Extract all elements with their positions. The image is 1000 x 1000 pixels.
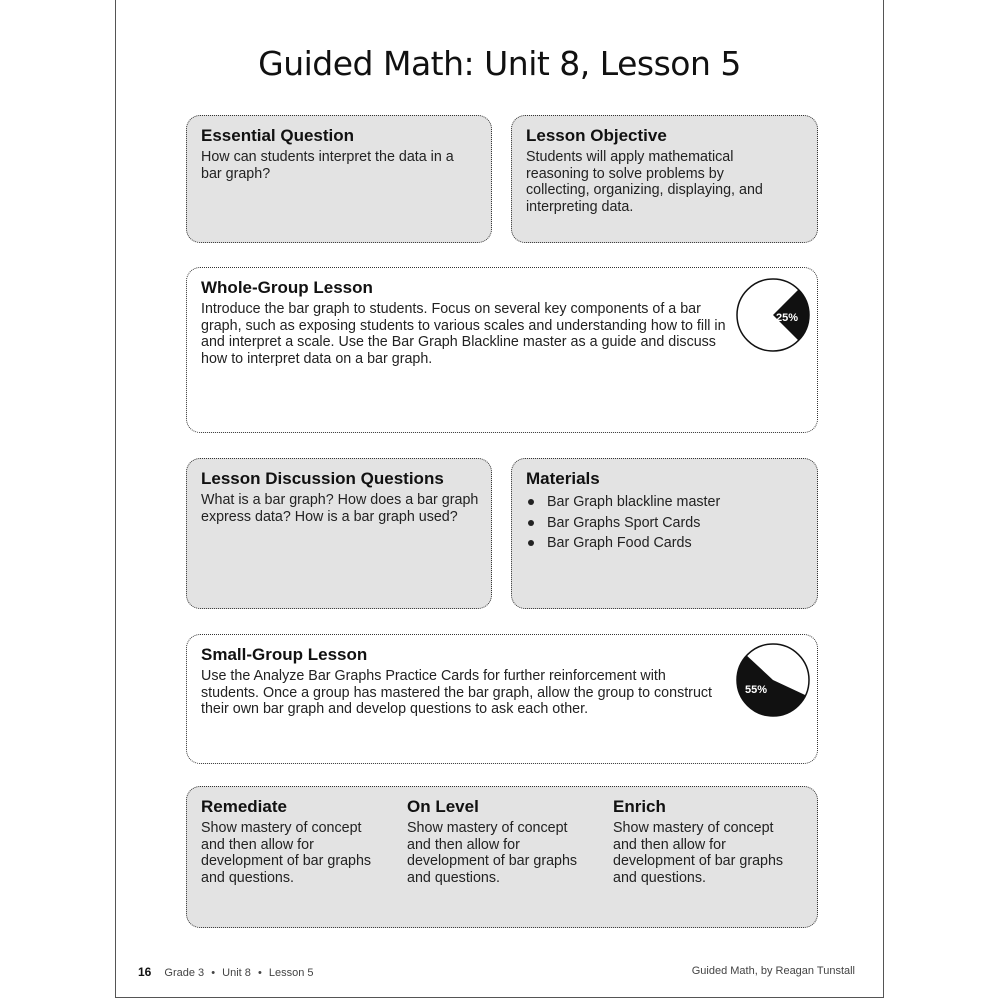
materials-heading: Materials [526,469,600,488]
pie-percent-label: 25% [775,312,799,324]
remediate-text: Show mastery of concept and then allow for development of bar graphs and questions. [201,820,372,886]
whole-group-lesson-box [186,267,818,433]
discussion-questions-box [186,458,492,609]
lesson-objective-box [511,115,818,243]
essential-question-heading: Essential Question [201,126,355,145]
differentiation-box [186,786,818,928]
small-group-text: Use the Analyze Bar Graphs Practice Cards for further reinforcement with students. Once a group has mastered the bar graph, allow the group to construct their own bar graph and develop questions to ask each other. [201,668,713,717]
discussion-heading: Lesson Discussion Questions [201,469,444,488]
pie-percent-label: 55% [744,684,768,696]
on-level-heading: On Level [407,797,479,816]
time-pie-chart-icon [734,641,812,719]
footer-unit: Unit 8 [222,967,251,979]
materials-item: Bar Graphs Sport Cards [526,513,803,534]
footer-grade: Grade 3 [164,967,205,979]
whole-group-heading: Whole-Group Lesson [201,278,373,297]
worksheet-page [115,0,884,998]
small-group-lesson-box [186,634,818,764]
essential-question-box [186,115,492,243]
page-number: 16 [138,965,152,979]
footer-credit: Guided Math, by Reagan Tunstall [691,965,855,977]
small-group-heading: Small-Group Lesson [201,645,368,664]
on-level-text: Show mastery of concept and then allow for development of bar graphs and questions. [407,820,578,886]
footer-lesson: Lesson 5 [268,967,314,979]
remediate-heading: Remediate [201,797,287,816]
materials-item: Bar Graph blackline master [526,492,803,513]
time-pie-chart-icon [734,276,812,354]
materials-box [511,458,818,609]
materials-list [526,492,803,554]
whole-group-text: Introduce the bar graph to students. Focus on several key components of a bar graph, such as exposing students to various scales and understanding how to fill in and interpret a scale. Use the Bar Graph Blackline master as a guide and discuss how to interpret data on a bar graph. [201,301,726,367]
lesson-objective-heading: Lesson Objective [526,126,667,145]
enrich-heading: Enrich [613,797,666,816]
footer-separator: • [211,967,216,979]
discussion-text: What is a bar graph? How does a bar graph express data? How is a bar graph used? [201,492,479,525]
remediate-column [201,797,386,886]
footer-left [138,965,314,979]
essential-question-text: How can students interpret the data in a bar graph? [201,149,454,182]
on-level-column [407,797,592,886]
page-title: Guided Math: Unit 8, Lesson 5 [258,44,741,83]
materials-item: Bar Graph Food Cards [526,533,803,554]
enrich-column [613,797,798,886]
lesson-objective-text: Students will apply mathematical reasoning to solve problems by collecting, organizing, displaying, and interpreting data. [526,149,763,215]
enrich-text: Show mastery of concept and then allow for development of bar graphs and questions. [613,820,784,886]
footer-separator: • [257,967,262,979]
